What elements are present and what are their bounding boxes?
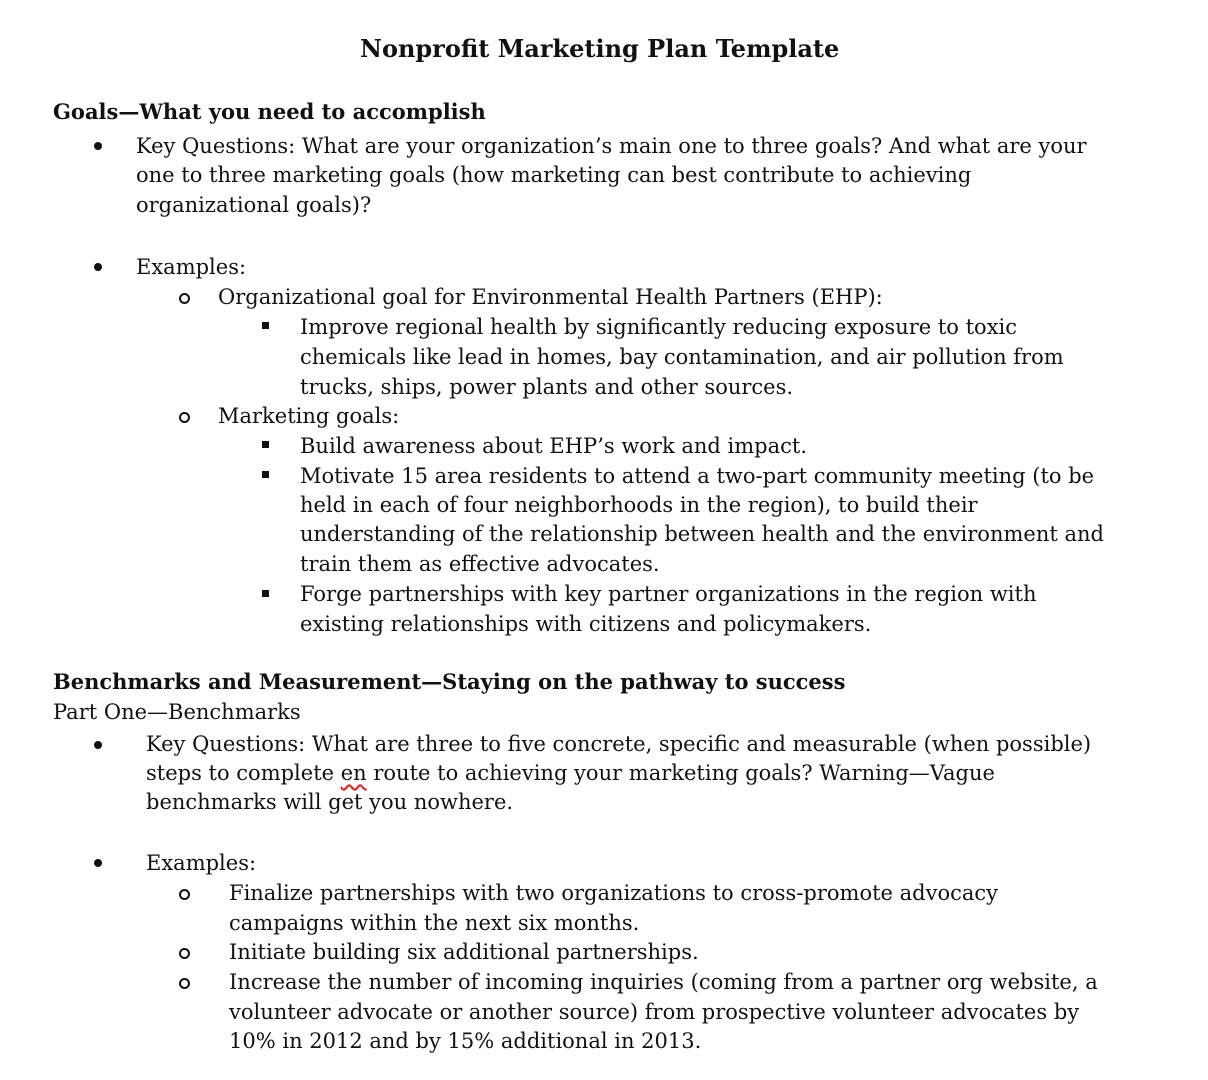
text-run: steps to complete (146, 761, 341, 785)
goals-examples-label: Examples: (136, 255, 247, 279)
benchmarks-subheading: Part One—Benchmarks (53, 700, 301, 724)
bullet-circle-icon (179, 889, 190, 900)
bullet-square-icon (262, 471, 269, 478)
benchmarks-heading: Benchmarks and Measurement—Staying on the pathway to success (53, 669, 846, 694)
bullet-square-icon (262, 441, 269, 448)
benchmark-example-line: Increase the number of incoming inquiries (coming from a partner org website, a (229, 970, 1098, 994)
benchmark-example-line: Initiate building six additional partnerships. (229, 940, 699, 964)
marketing-goal-line: understanding of the relationship between health and the environment and (300, 522, 1104, 546)
org-goal-item-line: trucks, ships, power plants and other sources. (300, 375, 794, 399)
bullet-square-icon (262, 322, 269, 329)
marketing-goal-line: Build awareness about EHP’s work and impact. (300, 434, 808, 458)
marketing-goal-line: existing relationships with citizens and policymakers. (300, 612, 872, 636)
goals-heading: Goals—What you need to accomplish (53, 99, 486, 124)
marketing-goal-line: held in each of four neighborhoods in the region), to build their (300, 493, 978, 517)
bullet-circle-icon (179, 293, 190, 304)
benchmarks-key-questions-line (146, 758, 995, 788)
org-goal-label: Organizational goal for Environmental Health Partners (EHP): (218, 285, 883, 309)
document-title: Nonprofit Marketing Plan Template (360, 34, 840, 63)
benchmarks-examples-label: Examples: (146, 851, 257, 875)
benchmarks-key-questions-line: benchmarks will get you nowhere. (146, 790, 514, 814)
benchmark-example-line: volunteer advocate or another source) from prospective volunteer advocates by (229, 1000, 1080, 1024)
goals-key-questions-line: one to three marketing goals (how marketing can best contribute to achieving (136, 163, 972, 187)
bullet-circle-icon (179, 948, 190, 959)
spellcheck-marked-word: en (340, 761, 367, 785)
benchmark-example-line: 10% in 2012 and by 15% additional in 2013. (229, 1029, 702, 1053)
marketing-goal-line: Motivate 15 area residents to attend a two-part community meeting (to be (300, 464, 1095, 488)
bullet-dot-icon (94, 859, 102, 867)
marketing-goals-label: Marketing goals: (218, 404, 400, 428)
bullet-dot-icon (94, 741, 102, 749)
bullet-dot-icon (94, 142, 102, 150)
bullet-circle-icon (179, 978, 190, 989)
benchmark-example-line: Finalize partnerships with two organizations to cross-promote advocacy (229, 881, 999, 905)
marketing-goal-line: train them as effective advocates. (300, 552, 660, 576)
goals-key-questions-line: Key Questions: What are your organization’s main one to three goals? And what are your (136, 134, 1087, 158)
text-run: route to achieving your marketing goals? Warning—Vague (366, 761, 995, 785)
goals-key-questions-line: organizational goals)? (136, 193, 372, 217)
bullet-square-icon (262, 590, 269, 597)
bullet-circle-icon (179, 412, 190, 423)
org-goal-item-line: Improve regional health by significantly reducing exposure to toxic (300, 315, 1018, 339)
bullet-dot-icon (94, 263, 102, 271)
benchmark-example-line: campaigns within the next six months. (229, 911, 640, 935)
org-goal-item-line: chemicals like lead in homes, bay contamination, and air pollution from (300, 345, 1064, 369)
benchmarks-key-questions-line: Key Questions: What are three to five concrete, specific and measurable (when possible) (146, 732, 1092, 756)
marketing-goal-line: Forge partnerships with key partner organizations in the region with (300, 582, 1037, 606)
